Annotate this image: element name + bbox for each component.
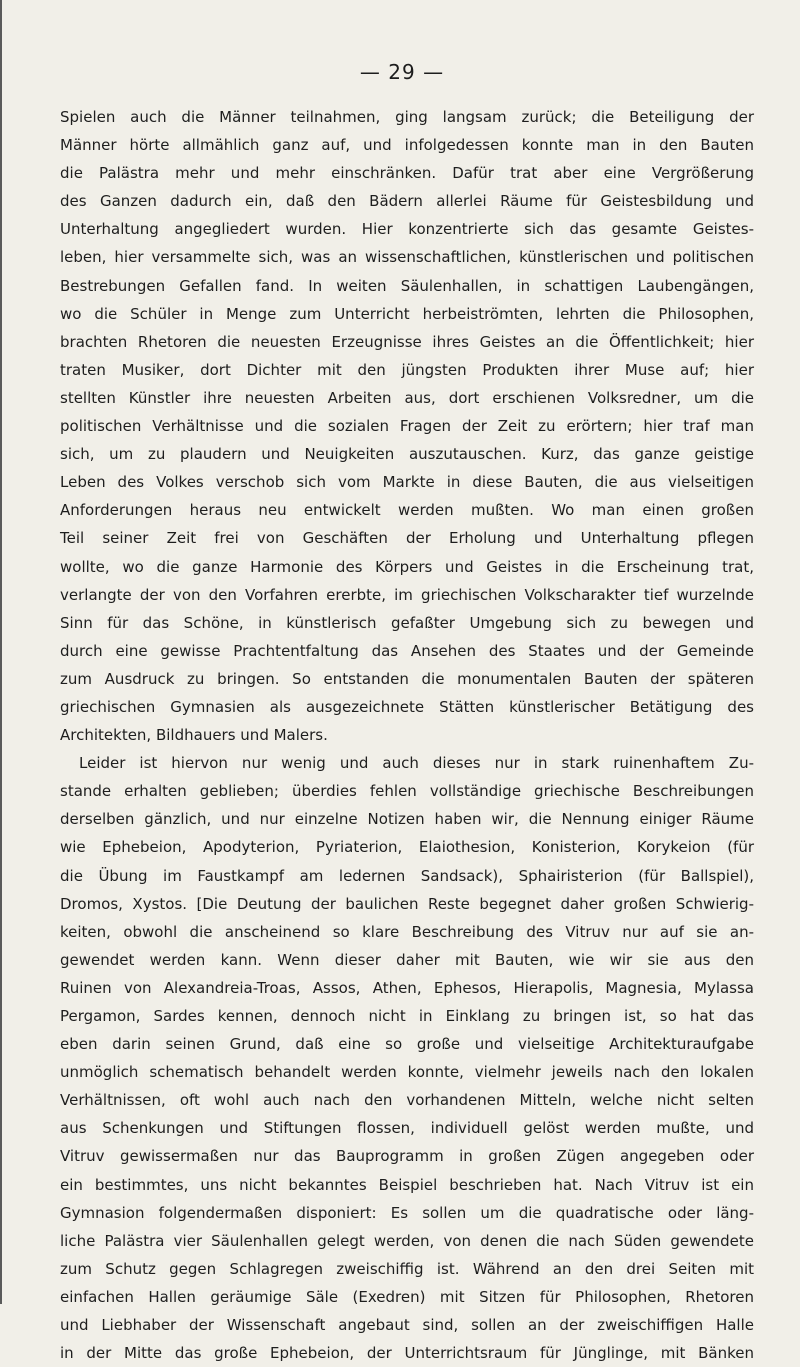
text-line: einfachen Hallen geräumige Säle (Exedren) mit Sitzen für Philosophen, Rhetoren bbox=[60, 1287, 754, 1306]
text-line: brachten Rhetoren die neuesten Erzeugnisse ihres Geistes an die Öffentlichkeit; hier bbox=[60, 332, 754, 351]
text-line: leben, hier versammelte sich, was an wissenschaftlichen, künstlerischen und politischen bbox=[60, 248, 754, 267]
body-text bbox=[60, 103, 754, 1367]
text-line: Dromos, Xystos. [Die Deutung der baulichen Reste begegnet daher großen Schwierig- bbox=[60, 894, 754, 913]
text-line: ein bestimmtes, uns nicht bekanntes Beispiel beschrieben hat. Nach Vitruv ist ein bbox=[60, 1175, 754, 1194]
text-line: Pergamon, Sardes kennen, dennoch nicht in Einklang zu bringen ist, so hat das bbox=[60, 1007, 754, 1025]
text-line: Ruinen von Alexandreia-Troas, Assos, Athen, Ephesos, Hierapolis, Magnesia, Mylassa bbox=[60, 978, 754, 997]
text-line: verlangte der von den Vorfahren ererbte, im griechischen Volkscharakter tief wurzelnde bbox=[60, 585, 754, 604]
text-line: die Palästra mehr und mehr einschränken. Dafür trat aber eine Vergrößerung bbox=[60, 164, 754, 183]
text-line: stellten Künstler ihre neuesten Arbeiten aus, dort erschienen Volksredner, um die bbox=[60, 388, 754, 407]
text-line: wo die Schüler in Menge zum Unterricht herbeiströmten, lehrten die Philosophen, bbox=[60, 304, 754, 323]
text-line: wie Ephebeion, Apodyterion, Pyriaterion, Elaiothesion, Konisterion, Korykeion (für bbox=[60, 838, 754, 857]
text-line: zum Schutz gegen Schlagregen zweischiffig ist. Während an den drei Seiten mit bbox=[60, 1259, 754, 1278]
text-line: liche Palästra vier Säulenhallen gelegt werden, von denen die nach Süden gewendete bbox=[60, 1231, 754, 1250]
text-line: griechischen Gymnasien als ausgezeichnete Stätten künstlerischer Betätigung des bbox=[60, 697, 754, 716]
text-line: in der Mitte das große Ephebeion, der Unterrichtsraum für Jünglinge, mit Bänken bbox=[60, 1344, 754, 1363]
text-line: und Liebhaber der Wissenschaft angebaut sind, sollen an der zweischiffigen Halle bbox=[60, 1316, 754, 1335]
text-line: politischen Verhältnisse und die sozialen Fragen der Zeit zu erörtern; hier traf man bbox=[60, 417, 754, 436]
text-line: die Übung im Faustkampf am ledernen Sandsack), Sphairisterion (für Ballspiel), bbox=[60, 866, 754, 885]
text-line: Leider ist hiervon nur wenig und auch dieses nur in stark ruinenhaftem Zu- bbox=[79, 754, 754, 773]
text-line: Gymnasion folgendermaßen disponiert: Es sollen um die quadratische oder läng- bbox=[60, 1203, 754, 1222]
text-line: Architekten, Bildhauers und Malers. bbox=[60, 726, 328, 745]
text-line: derselben gänzlich, und nur einzelne Notizen haben wir, die Nennung einiger Räume bbox=[60, 810, 754, 829]
text-line: unmöglich schematisch behandelt werden konnte, vielmehr jeweils nach den lokalen bbox=[60, 1063, 754, 1082]
text-line: des Ganzen dadurch ein, daß den Bädern allerlei Räume für Geistesbildung und bbox=[60, 192, 754, 211]
text-line: Leben des Volkes verschob sich vom Markte in diese Bauten, die aus vielseitigen bbox=[60, 473, 754, 492]
text-line: zum Ausdruck zu bringen. So entstanden die monumentalen Bauten der späteren bbox=[60, 669, 754, 688]
text-line: Spielen auch die Männer teilnahmen, ging langsam zurück; die Beteiligung der bbox=[60, 108, 754, 126]
text-line: keiten, obwohl die anscheinend so klare Beschreibung des Vitruv nur auf sie an- bbox=[60, 922, 754, 941]
text-line: eben darin seinen Grund, daß eine so große und vielseitige Architekturaufgabe bbox=[60, 1035, 754, 1054]
text-line: Bestrebungen Gefallen fand. In weiten Säulenhallen, in schattigen Laubengängen, bbox=[60, 276, 754, 295]
text-line: stande erhalten geblieben; überdies fehlen vollständige griechische Beschreibungen bbox=[60, 782, 754, 801]
text-line: durch eine gewisse Prachtentfaltung das Ansehen des Staates und der Gemeinde bbox=[60, 641, 754, 660]
text-line: traten Musiker, dort Dichter mit den jüngsten Produkten ihrer Muse auf; hier bbox=[60, 360, 754, 379]
text-line: Männer hörte allmählich ganz auf, und infolgedessen konnte man in den Bauten bbox=[60, 136, 754, 155]
text-line: wollte, wo die ganze Harmonie des Körpers und Geistes in die Erscheinung trat, bbox=[60, 557, 754, 576]
text-line: Vitruv gewissermaßen nur das Bauprogramm in großen Zügen angegeben oder bbox=[60, 1147, 754, 1166]
text-line: sich, um zu plaudern und Neuigkeiten auszutauschen. Kurz, das ganze geistige bbox=[60, 445, 754, 464]
text-line: Teil seiner Zeit frei von Geschäften der Erholung und Unterhaltung pflegen bbox=[60, 529, 754, 548]
page-number: — 29 — bbox=[359, 60, 445, 84]
text-line: aus Schenkungen und Stiftungen flossen, individuell gelöst werden mußte, und bbox=[60, 1119, 754, 1138]
text-line: Sinn für das Schöne, in künstlerisch gefaßter Umgebung sich zu bewegen und bbox=[60, 613, 754, 632]
text-line: Anforderungen heraus neu entwickelt werden mußten. Wo man einen großen bbox=[60, 501, 754, 520]
text-line: Verhältnissen, oft wohl auch nach den vorhandenen Mitteln, welche nicht selten bbox=[60, 1091, 754, 1110]
text-line: Unterhaltung angegliedert wurden. Hier konzentrierte sich das gesamte Geistes- bbox=[60, 220, 754, 239]
text-line: gewendet werden kann. Wenn dieser daher mit Bauten, wie wir sie aus den bbox=[60, 950, 754, 969]
